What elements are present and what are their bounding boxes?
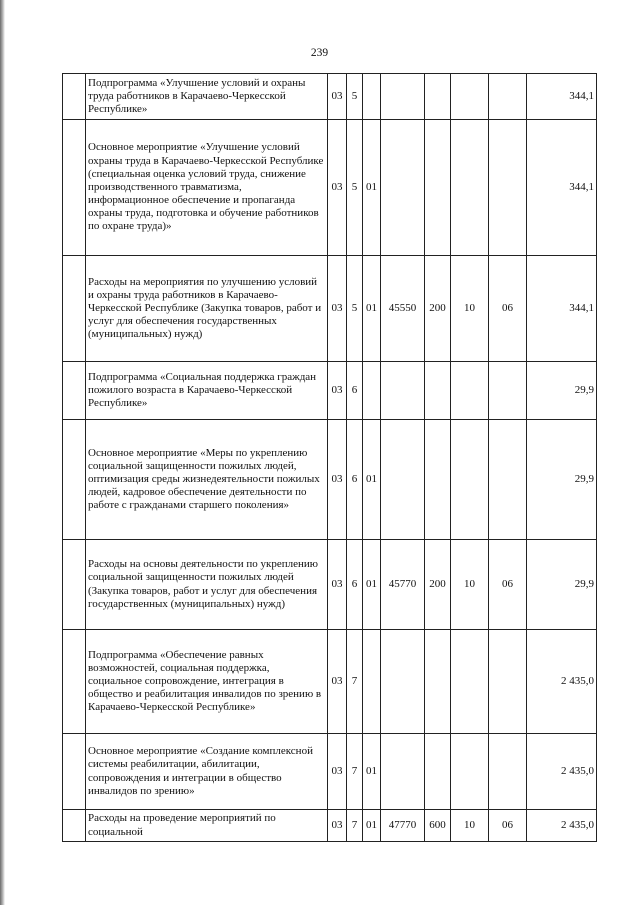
subsection-cell: 06 xyxy=(489,810,527,842)
section-cell xyxy=(451,630,489,734)
subprogram-code-cell: 5 xyxy=(347,256,363,362)
program-code-cell: 03 xyxy=(328,630,347,734)
row-number-cell xyxy=(63,74,86,120)
subprogram-code-cell: 6 xyxy=(347,420,363,540)
scan-edge xyxy=(0,0,5,905)
amount-cell: 2 435,0 xyxy=(527,810,597,842)
table-row xyxy=(63,630,597,734)
program-code-cell: 03 xyxy=(328,810,347,842)
expense-type-cell xyxy=(425,120,451,256)
program-code-cell: 03 xyxy=(328,420,347,540)
budget-table xyxy=(62,73,597,842)
amount-cell: 29,9 xyxy=(527,362,597,420)
item-name-cell: Расходы на основы деятельности по укреплению социальной защищенности пожилых людей (Закупка товаров, работ и услуг для обеспечения государственных (муниципальных) нужд) xyxy=(86,540,328,630)
direction-code-cell xyxy=(381,734,425,810)
row-number-cell xyxy=(63,120,86,256)
direction-code-cell: 45770 xyxy=(381,540,425,630)
item-name-cell: Расходы на мероприятия по улучшению условий и охраны труда работников в Карачаево-Черкесской Республике (Закупка товаров, работ и услуг для обеспечения государственных (муниципальных) нужд) xyxy=(86,256,328,362)
measure-code-cell: 01 xyxy=(363,120,381,256)
item-name-cell: Расходы на проведение мероприятий по социальной xyxy=(86,810,328,842)
amount-cell: 2 435,0 xyxy=(527,630,597,734)
subprogram-code-cell: 7 xyxy=(347,630,363,734)
direction-code-cell: 47770 xyxy=(381,810,425,842)
subprogram-code-cell: 6 xyxy=(347,540,363,630)
row-number-cell xyxy=(63,362,86,420)
amount-cell: 29,9 xyxy=(527,540,597,630)
program-code-cell: 03 xyxy=(328,540,347,630)
expense-type-cell xyxy=(425,734,451,810)
program-code-cell: 03 xyxy=(328,362,347,420)
item-name-cell: Подпрограмма «Обеспечение равных возможностей, социальная поддержка, социальное сопровождение, интеграция в общество и реабилитация инвалидов по зрению в Карачаево-Черкесской Республике» xyxy=(86,630,328,734)
section-cell: 10 xyxy=(451,256,489,362)
program-code-cell: 03 xyxy=(328,256,347,362)
measure-code-cell xyxy=(363,74,381,120)
amount-cell: 2 435,0 xyxy=(527,734,597,810)
subsection-cell: 06 xyxy=(489,540,527,630)
table-row xyxy=(63,256,597,362)
subsection-cell xyxy=(489,420,527,540)
direction-code-cell xyxy=(381,362,425,420)
table-row xyxy=(63,810,597,842)
expense-type-cell: 200 xyxy=(425,256,451,362)
measure-code-cell xyxy=(363,630,381,734)
measure-code-cell: 01 xyxy=(363,734,381,810)
item-name-cell: Подпрограмма «Социальная поддержка граждан пожилого возраста в Карачаево-Черкесской Республике» xyxy=(86,362,328,420)
row-number-cell xyxy=(63,256,86,362)
table-row xyxy=(63,362,597,420)
section-cell: 10 xyxy=(451,540,489,630)
table-row xyxy=(63,74,597,120)
subsection-cell xyxy=(489,74,527,120)
item-name-cell: Подпрограмма «Улучшение условий и охраны труда работников в Карачаево-Черкесской Республике» xyxy=(86,74,328,120)
section-cell xyxy=(451,734,489,810)
subprogram-code-cell: 5 xyxy=(347,120,363,256)
amount-cell: 344,1 xyxy=(527,74,597,120)
amount-cell: 29,9 xyxy=(527,420,597,540)
expense-type-cell xyxy=(425,74,451,120)
table-row xyxy=(63,734,597,810)
program-code-cell: 03 xyxy=(328,74,347,120)
expense-type-cell xyxy=(425,362,451,420)
expense-type-cell xyxy=(425,630,451,734)
measure-code-cell: 01 xyxy=(363,420,381,540)
item-name-cell: Основное мероприятие «Улучшение условий охраны труда в Карачаево-Черкесской Республике (специальная оценка условий труда, снижение производственного травматизма, информационное обеспечение и пропаганда охраны труда, подготовка и обучение работников по охране труда)» xyxy=(86,120,328,256)
direction-code-cell xyxy=(381,630,425,734)
table-row xyxy=(63,420,597,540)
direction-code-cell xyxy=(381,420,425,540)
section-cell: 10 xyxy=(451,810,489,842)
amount-cell: 344,1 xyxy=(527,256,597,362)
subsection-cell xyxy=(489,362,527,420)
subsection-cell xyxy=(489,734,527,810)
row-number-cell xyxy=(63,540,86,630)
item-name-cell: Основное мероприятие «Меры по укреплению социальной защищенности пожилых людей, оптимизация среды жизнедеятельности пожилых людей, кадровое обеспечение деятельности по работе с гражданами старшего поколения» xyxy=(86,420,328,540)
subsection-cell xyxy=(489,630,527,734)
table-body xyxy=(63,74,597,842)
row-number-cell xyxy=(63,810,86,842)
expense-type-cell xyxy=(425,420,451,540)
row-number-cell xyxy=(63,420,86,540)
program-code-cell: 03 xyxy=(328,734,347,810)
page-number: 239 xyxy=(310,47,329,59)
expense-type-cell: 600 xyxy=(425,810,451,842)
direction-code-cell xyxy=(381,120,425,256)
amount-cell: 344,1 xyxy=(527,120,597,256)
subprogram-code-cell: 7 xyxy=(347,810,363,842)
program-code-cell: 03 xyxy=(328,120,347,256)
subsection-cell: 06 xyxy=(489,256,527,362)
subprogram-code-cell: 5 xyxy=(347,74,363,120)
measure-code-cell xyxy=(363,362,381,420)
subprogram-code-cell: 7 xyxy=(347,734,363,810)
measure-code-cell: 01 xyxy=(363,256,381,362)
subsection-cell xyxy=(489,120,527,256)
section-cell xyxy=(451,120,489,256)
section-cell xyxy=(451,74,489,120)
measure-code-cell: 01 xyxy=(363,540,381,630)
subprogram-code-cell: 6 xyxy=(347,362,363,420)
expense-type-cell: 200 xyxy=(425,540,451,630)
item-name-cell: Основное мероприятие «Создание комплексной системы реабилитации, абилитации, сопровождения и интеграции в общество инвалидов по зрению» xyxy=(86,734,328,810)
direction-code-cell xyxy=(381,74,425,120)
row-number-cell xyxy=(63,734,86,810)
direction-code-cell: 45550 xyxy=(381,256,425,362)
table-row xyxy=(63,120,597,256)
section-cell xyxy=(451,420,489,540)
row-number-cell xyxy=(63,630,86,734)
measure-code-cell: 01 xyxy=(363,810,381,842)
table-row xyxy=(63,540,597,630)
section-cell xyxy=(451,362,489,420)
